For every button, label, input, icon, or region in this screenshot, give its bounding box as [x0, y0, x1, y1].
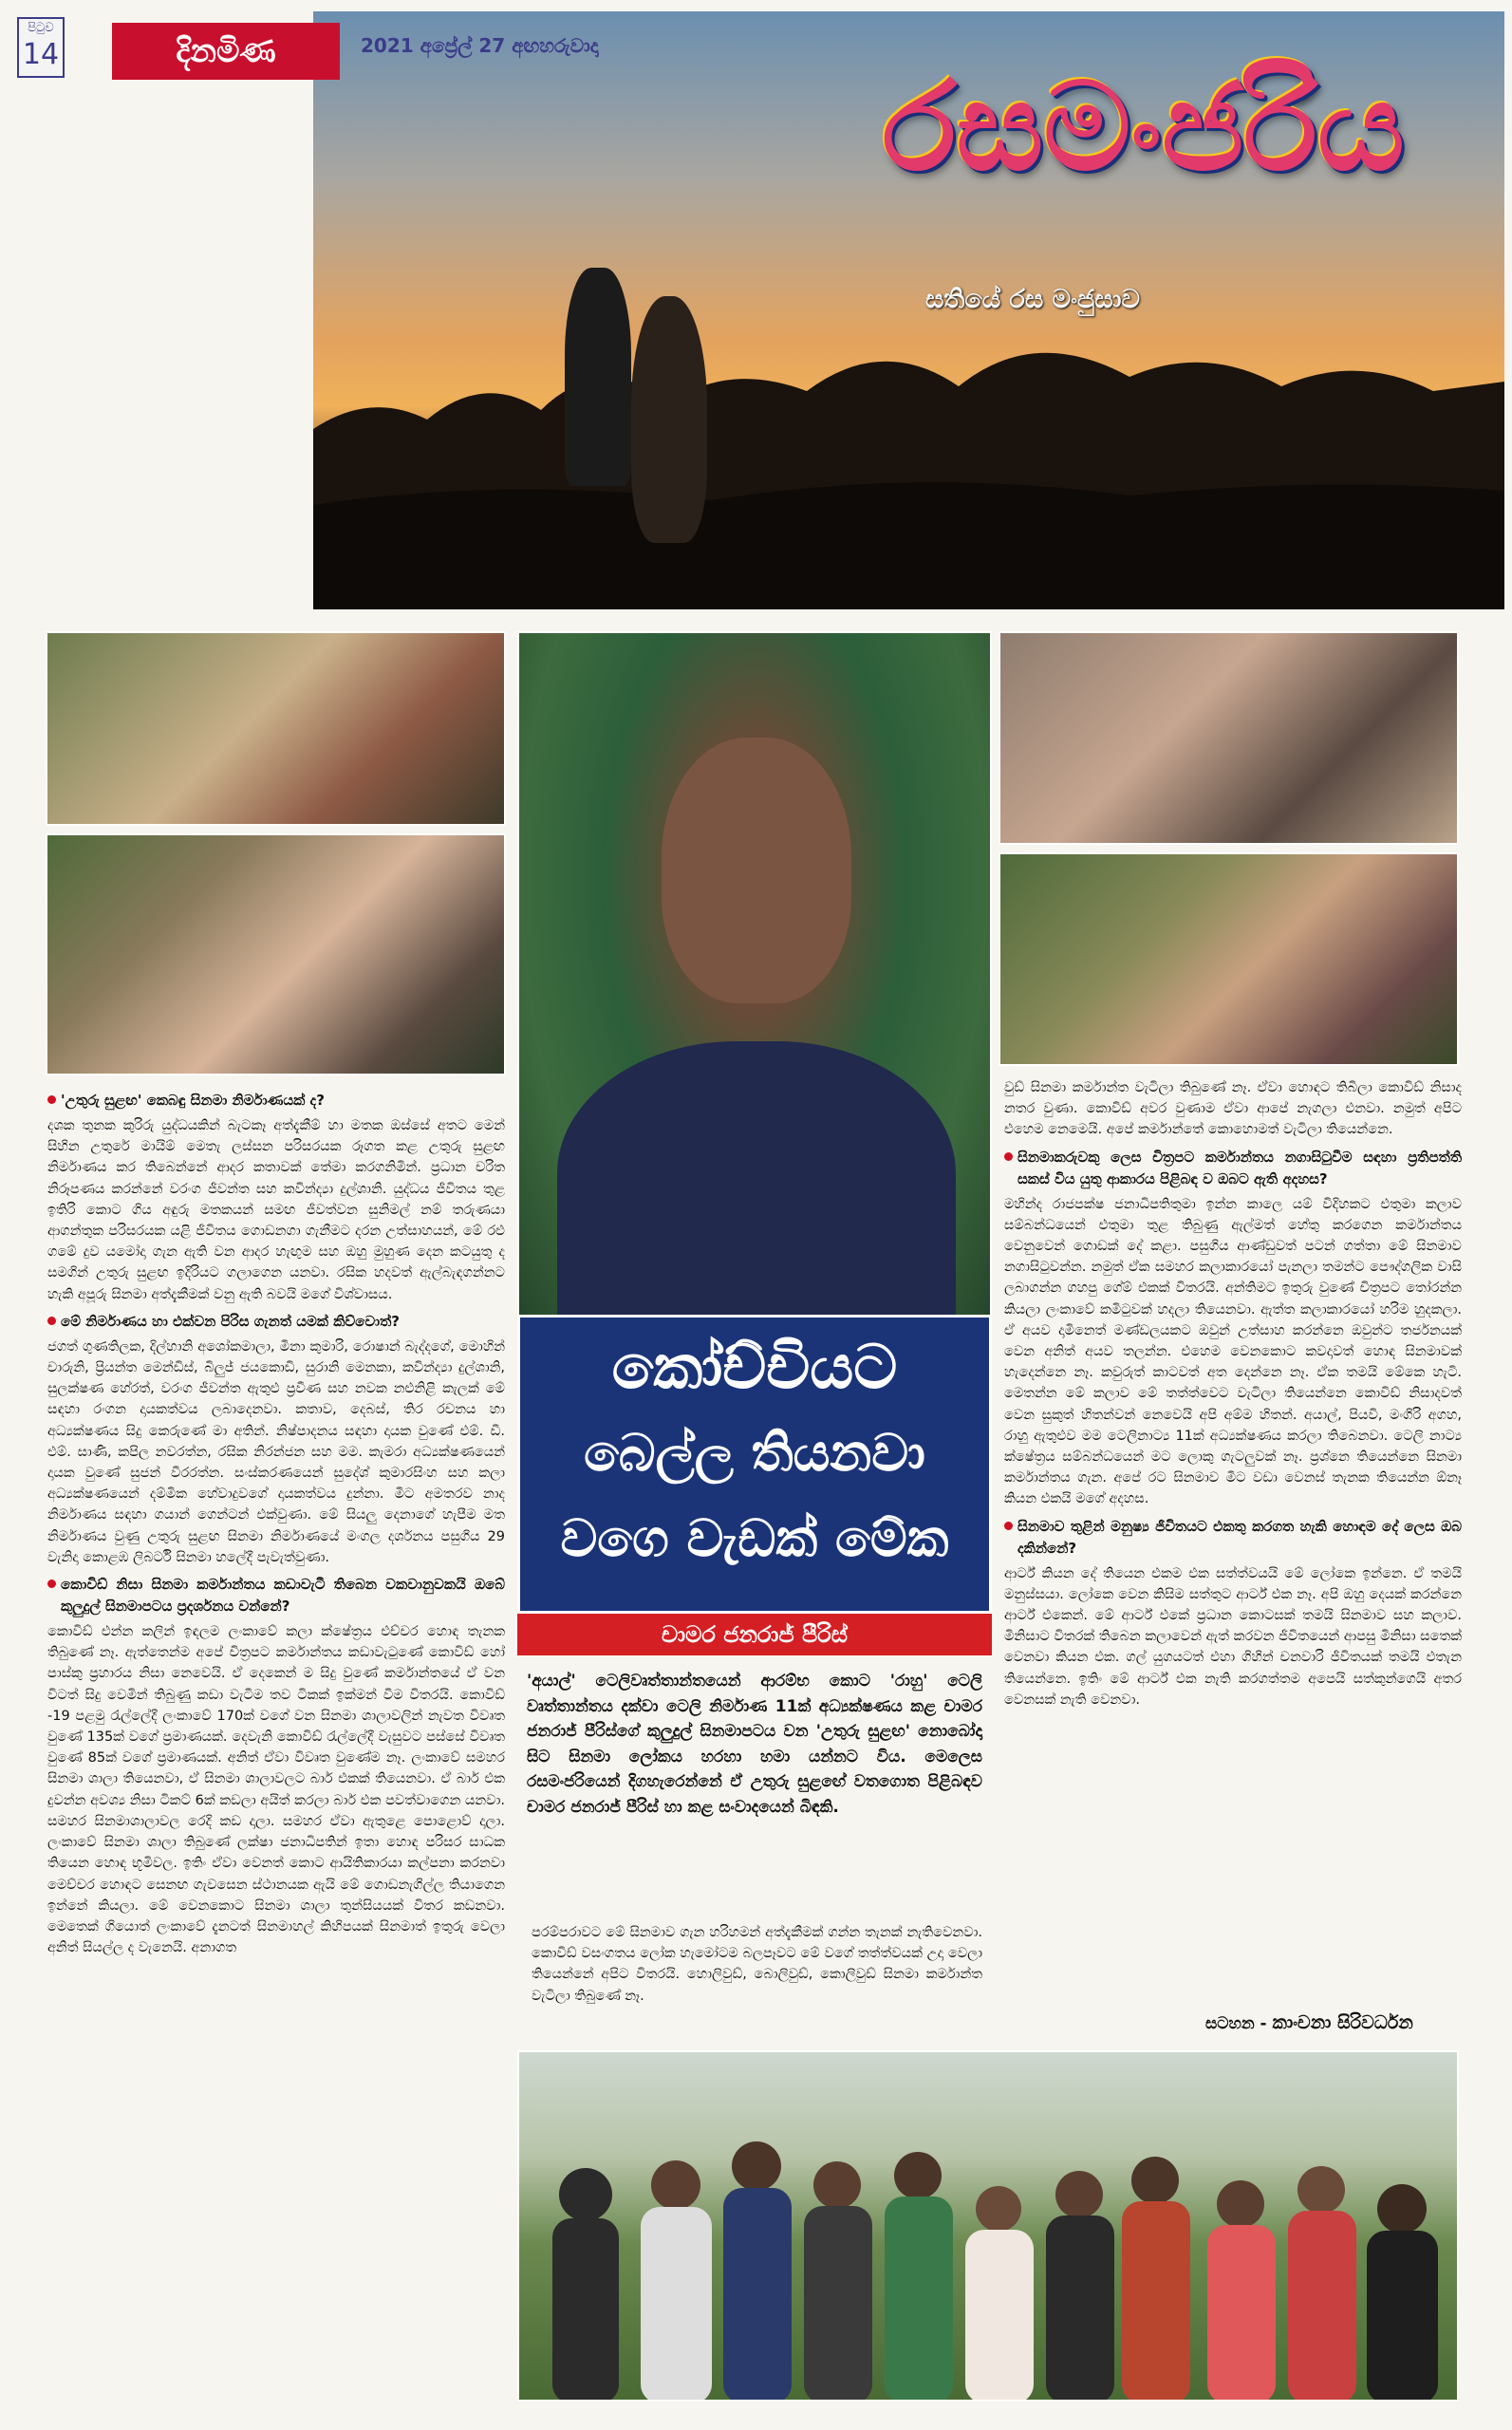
paper-name: දිනමිණ	[176, 32, 276, 70]
question-3: කොවිඩ් නිසා සිනමා කර්මාන්තය කඩාවැටී තිබෙන වකවානුවකයි ඔබේ කුලුදුල් සිනමාපටය ප්‍රදර්ශනය වන්නේ?	[47, 1574, 505, 1617]
issue-date: 2021 අප්‍රේල් 27 අඟහරුවාදා	[361, 34, 599, 57]
question-1: 'උතුරු සුළඟ' කෙබඳු සිනමා නිර්මාණයක් ද?	[47, 1090, 505, 1112]
credit-line	[1205, 2012, 1413, 2033]
page-number: 14	[22, 38, 60, 71]
film-still-mid-right	[999, 852, 1459, 1066]
face-shape	[662, 738, 851, 1003]
paper-logo	[112, 23, 340, 80]
headline-line-2: බෙල්ල තියනවා	[584, 1423, 925, 1483]
right-column	[1004, 1077, 1462, 1714]
cast-group-photo	[517, 2050, 1459, 2402]
answer-1: දශක තුනක කුරිරු යුද්ධයකින් බැටකෑ අත්දැකීම් හා මතක ඔස්සේ අතට මෙන් සිහින උතුරේ මායිම් මෙතැ ලස්සන පරිසරයක රූගත කළ උතුරු සුළඟ නිර්මාණය කර තිබෙන්නේ ආදර කතාවක් තේමා කරගනිමින්. ප්‍රධාන චරිත නිරූපණය කරන්නේ වරංග ජීවන්ත සහ කවින්ද්‍යා දුල්ශානි. යුද්ධය ජීවිතය තුළ ඉතිරි කොට ගිය අඳුරු මතකයන් සමඟ ජීවත්වන සුනිමල් නම් තරුණයා ආගන්තුක පරිසරයක යළි ජීවිතය ගොඩනගා ගැනීමට දරන උත්සාහයන්, මේ රළු ගමේ දුව යමෝදා ගැන ඇති වන ආදර හැඟුම සහ ඔහු මුහුණ දෙන කටයුතු ද සමගින් උතුරු සුළඟ ඉදිරියට ගලාගෙන යනවා. රසික හදවත් ඇල්බැඳගන්නට හැකි අපූරු සිනමා අත්දැකීමක් වනු ඇති බවයි මගේ විශ්වාසය.	[47, 1118, 505, 1302]
byline-bar	[517, 1614, 992, 1655]
right-answer-0: වුඩ් සිනමා කර්මාන්ත වැටිලා තිබුණේ නෑ. ඒවා හොඳට තිබිලා කොවිඩ් නිසාද නතර වුණා. කොවිඩ් අවර වුණාම ඒවා ආපේ නැගලා එනවා. නමුත් අපිට එහෙම නෙමෙයි. අපේ කර්මාන්තේ කොහොමත් වැටිලා තියෙන්නෙ.	[1004, 1080, 1462, 1138]
director-portrait	[517, 631, 992, 1334]
headline-line-3: වගෙ වැඩක් මේක	[560, 1508, 949, 1568]
section-title: රසමංජරිය	[883, 57, 1405, 198]
man-silhouette	[565, 268, 631, 486]
answer-3: කොවිඩ් එන්න කලින් ඉඳලම ලංකාවේ කලා ක්ෂේත්‍රය එච්චර හොඳ තැනක තිබුණේ නෑ. ඇත්තෙන්ම අපේ චිත්‍රපට කර්මාන්තය කඩාවැටුණේ කොවිඩ් හෝ පාස්කු ප්‍රහාරය නිසා නෙවෙයි. ඒ දෙකෙන් ම සිදු වුණේ කර්මාන්තයේ ඒ වන විටත් සිදු වෙමින් තිබුණු කඩා වැටීම තව ටිකක් ඉක්මන් වීම විතරයි. කොවිඩ් -19 පළමු රැල්ලේදී ලංකාවේ 170ක් වගේ වන සිනමා ශාලාවලින් නැවත විවෘත වුණේ 135ක් වගේ ප්‍රමාණයක්. දෙවැනි කොවිඩ් රැල්ලේදී වැසුවට පස්සේ විවෘත වුණේ 85ක් වගේ ප්‍රමාණයක්. අනිත් ඒවා විවෘත වුණේම නෑ. ලංකාවේ සමහර සිනමා ශාලා තියෙනවා, ඒ සිනමා ශාලාවලට බාර් එකක් තියෙනවා. ඒ බාර් එක දුවන්න අවශ්‍ය නිසා ටිකට් 6ක් කඩලා අයිත් කරලා බාර් එක පවත්වාගෙන යනවා. සමහර සිනමාශාලාවල රෙදි කඩ දාලා. සමහර ඒවා ඇතුළෙ පොළොව් දාලා. ලංකාවේ සිනමා ශාලා තිබුණේ ලක්ෂා ජනාධිපතින් ඉතා හොඳ පරිසර සාධක තියෙන හොඳ භූමිවල. ඉතිං ඒවා වෙනත් කොට ආයිතිකාරයා කල්පනා කරනවා මෙච්චර හොඳට සෙනඟ ගැවසෙන ස්ථානයක ඇයි මේ ගොඩනැගිල්ල තියාගෙන ඉන්නේ කියලා. මේ වෙනකොට සිනමා ශාලා තුන්සියයක් විතර කඩනවා. මෙතෙක් ගියොත් ලංකාවේ දැනටත් සිනමාහල් කිහිපයක් සිනමාත් ඉතුරු වෙලා අනිත් සියල්ල ද වැනෙයි. අනාගත	[47, 1624, 505, 1956]
woman-silhouette	[631, 296, 707, 543]
middle-column	[532, 1922, 982, 2010]
page-number-box	[17, 17, 65, 78]
film-still-top-left	[46, 631, 506, 826]
byline-name: චාමර ජනරාජ් පීරිස්	[662, 1621, 848, 1648]
right-answer-1: මහින්ද රාජපක්ෂ ජනාධිපතිතුමා ඉන්න කාලෙ යම් විදිහකට එතුමා කලාව සම්බන්ධයෙන් එතුමා තුළ තිබුණු ඇල්මත් හේතු කරගෙන කර්මාන්තය වෙනුවෙන් ගොඩක් දේ කළා. පසුගිය ආණ්ඩුවත් පටන් ගත්තා මේ සිනමාව නගාසිටුවන්න. නමුත් ඒක සමහර කලාකාරයෝ පැනලා තමන්ට පෞද්ගලික වාසි ලබාගන්න ගහපු ගේම් එකක් විතරයි. අන්තිමට ඉතුරු වුණේ චිත්‍රපට තෝරන්න කියලා ලංකාවේ කමිටුවක් හදලා තියෙනවා. ඇත්ත කලාකාරයෝ හරිම හුදකලා. ඒ අයව දාමිනෙත් මණ්ඩලයකට ඔවුන් උත්සාහ කරන්නෙ ඔවුන්ට තර්ජනයක් වෙන අනිත් අයව තලන්න. එහෙම වෙනකොට කවදාවත් හොඳ සිනමාවක් හැදෙන්නෙ නෑ. කවුරුත් කාටවත් අත දෙන්නෙ නෑ. ඒක තමයි මේකෙ හැටි. මෙතන්න මේ කලාව මේ තත්ත්වෙට වැටිලා තියෙන්නෙ කොවිඩ් නිසාදවත් වෙන සුකුත් හිතන්වන් නෙවෙයි අපි අම්ම හිතන්. අයාල්, පියවි, මංගිරි අගහ, රාහු ඇතුළුව මම ටෙලිනාට්‍ය 11ක් අධ්‍යක්ෂණය කරලා තිබෙනවා. ටෙලි නාට්‍ය ක්ෂේත්‍රය සම්බන්ධයෙන් මට ලොකු ගැටලුවක් නෑ. ප්‍රශ්නෙ තියෙන්නෙ සිනමා කර්මාන්තය ගැන. අපේ රට සිනමාව මීට වඩා වෙනස් තැනක තියෙන්න ඕනෑ කියන එකයි මගේ අදහස.	[1004, 1196, 1462, 1507]
film-still-top-right	[999, 631, 1459, 845]
right-question-1: සිනමාකරුවකු ලෙස චිත්‍රපට කර්මාන්තය නගාසිටුවීම සඳහා ප්‍රතිපත්ති සකස් විය යුතු ආකාරය පිළිබඳ ව ඔබට ඇති අදහස?	[1004, 1147, 1462, 1190]
answer-2: ජගත් ගුණතිලක, දිල්හානි අශෝකමාලා, මීනා කුමාරි, රොෂාන් බැද්දගේ, මොහින් චාරුනි, ප්‍රියන්ත මෙන්ඩිස්, බිලුජ් ජයකොඩි, සුරානි මෙනකා, කවින්ද්‍යා දුල්ශානි, සුලක්ෂණ හේරත්, වරංග ජීවන්ත ඇතුළු ප්‍රවීණ සහ නවක නළුනිළි කැලක් මේ සඳහා රංගන දායකත්වය ලබාදෙනවා. කතාව, දෙබස්, තිර රචනය හා අධ්‍යක්ෂණය සිදු කෙරුණේ මා අතින්. නිෂ්පාදනය සඳහා දායක වුණේ එම්. ඩී. එම්. සාණි, කපිල නවරත්න, රසික නිරන්ජන සහ මම. කැමරා අධ්‍යක්ෂණයෙන් දායක වුණේ සුජන් වීරරත්න. සංස්කරණයෙන් සුදේශ් කුමාරසිංහ සහ කලා අධ්‍යක්ෂණයෙන් දම්මික හේවාදුවගේ දායකත්වය දුන්නා. මීට අමතරව නාද නිර්මාණය සඳහා ගයාන් ගෙන්ටන් එක්වුණා. මේ සියලු දෙනාගේ හැපීම මත නිර්මාණය වුණු උතුරු සුළඟ සිනමා නිර්මාණයේ මංගල දර්ශනය පසුගිය 29 වැනිදා කොළඹ ලිබර්ටි සිනමා හලේදී පැවැත්වුණා.	[47, 1338, 505, 1565]
page-label: පිටුව	[28, 21, 54, 35]
shirt-shape	[557, 1041, 956, 1334]
intro-paragraph: 'අයාල්' ටෙලිවෘත්තාන්තයෙන් ආරම්භ කොට 'රාහු' ටෙලි වෘත්තාන්තය දක්වා ටෙලි නිර්මාණ 11ක් අධ්‍යක්ෂණය කළ චාමර ජනරාජ් පීරිස්ගේ කුලුදුල් සිනමාපටය වන 'උතුරු සුළඟ' නොබෝදා සිට සිනමා ලෝකය හරහා හමා යන්නට විය. මෙලෙස රසමංජරියෙන් දිගහැරෙන්නේ ඒ උතුරු සුළඟේ වතගොත පිළිබඳව චාමර ජනරාජ් පීරිස් හා කළ සංවාදයෙන් බිඳකි.	[527, 1672, 982, 1817]
section-subtitle: සතියේ රස මංජුසාව	[925, 285, 1140, 314]
cast-figures	[519, 2052, 1459, 2402]
right-question-2: සිනමාව තුළින් මනුෂ්‍ය ජීවිතයට එකතු කරගත හැකි හොඳම දේ ලෙස ඔබ දකින්නේ?	[1004, 1516, 1462, 1560]
credit-label: සටහන -	[1205, 2014, 1267, 2033]
right-answer-2: ආර්ට් කියන දේ තියෙන එකම එක සත්ත්වයයි මේ ලෝකෙ ඉන්නෙ. ඒ තමයි මනුස්සයා. ලෝකෙ වෙන කිසිම සත්තුට ආර්ට් එක නෑ. අපි ඔහු දෙයක් කරන්නෙ ආර්ට් එකෙන්. මේ ආර්ට් එකේ ප්‍රධාන කොටසක් තමයි සිනමාව සහ කලාව. මිනිසාට විතරක් තිබෙන කලාවෙන් ඇත් කරවන ජීවිතයෙන් ආපසු මිනිසා සතෙක් වෙනවා කියන එක. ගල් යුගයටත් එහා ගිහින් චනවාරි ජීවිතයක් තමයි එතැන තියෙන්නෙ. ඉතිං මේ ආර්ට් එක නැති කරගත්තම අපෙයි සත්කුන්ගෙයි අතර වෙනසක් නැති වෙනවා.	[1004, 1565, 1462, 1708]
headline-line-1: කෝච්චියට	[611, 1333, 898, 1403]
question-2: මේ නිර්මාණය හා එක්වන පිරිස ගැනත් යමක් කිව්වොත්?	[47, 1311, 505, 1333]
page-header	[0, 0, 1512, 608]
headline-box	[517, 1315, 992, 1614]
credit-name: කාංචනා සිරිවර්ධන	[1272, 2012, 1413, 2033]
film-still-mid-left	[46, 833, 506, 1075]
left-column	[47, 1084, 505, 1962]
middle-paragraph: පරම්පරාවට මේ සිනමාව ගැන හරිහමන් අත්දැකීමක් ගන්න තැනක් නැතිවෙනවා. කොවිඩ් වසංගතය ලෝක හැමෝටම බලපෑවට මේ වගේ තත්ත්වයක් උදා වෙලා තියෙන්නේ අපිට විතරයි. හොලිවුඩ්, බොලිවුඩ්, කොලිවුඩ් සිනමා කර්මාන්ත වැටිලා තිබුණේ නෑ.	[532, 1925, 982, 2004]
